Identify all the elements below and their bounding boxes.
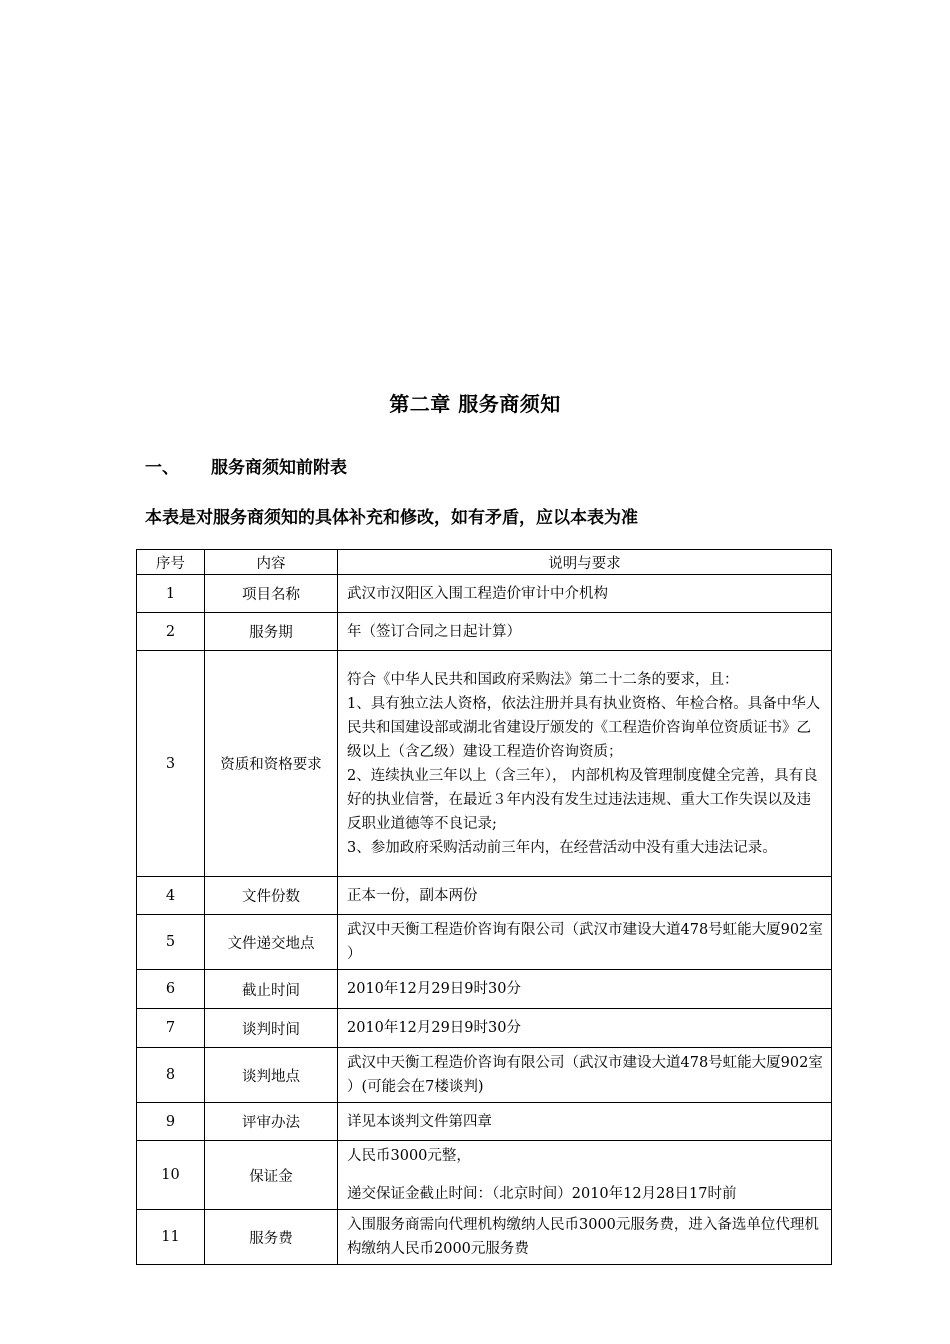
table-row xyxy=(137,1210,832,1265)
row-desc xyxy=(338,1009,832,1048)
row-desc xyxy=(338,915,832,970)
row-desc xyxy=(338,613,832,651)
row-item: 保证金 xyxy=(205,1141,338,1210)
desc-line: 正本一份，副本两份 xyxy=(347,887,478,904)
row-item: 文件递交地点 xyxy=(205,915,338,970)
row-no: 5 xyxy=(137,915,205,970)
row-no: 3 xyxy=(137,651,205,877)
desc-line: 武汉中天衡工程造价咨询有限公司（武汉市建设大道478号虹能大厦902室 ） xyxy=(347,922,823,962)
table-row xyxy=(137,575,832,613)
table-row xyxy=(137,1103,832,1141)
desc-line: 人民币3000元整， xyxy=(347,1148,471,1164)
row-no: 4 xyxy=(137,877,205,915)
row-item: 谈判地点 xyxy=(205,1048,338,1103)
row-desc xyxy=(338,1103,832,1141)
desc-line: 递交保证金截止时间：（北京时间）2010年12月28日17时前 xyxy=(347,1186,737,1202)
desc-line: 1、具有独立法人资格，依法注册并具有执业资格、年检合格。具备中华人民共和国建设部或湖北省建设厅颁发的《工程造价咨询单位资质证书》乙级以上（含乙级）建设工程造价咨询资质； xyxy=(347,695,821,760)
desc-line: 2010年12月29日9时30分 xyxy=(347,1020,521,1036)
row-item: 资质和资格要求 xyxy=(205,651,338,877)
row-desc xyxy=(338,1048,832,1103)
desc-line: 符合《中华人民共和国政府采购法》第二十二条的要求，且： xyxy=(347,671,739,688)
row-no: 1 xyxy=(137,575,205,613)
section-heading xyxy=(145,453,347,478)
section-number: 一、 xyxy=(145,458,179,478)
row-desc xyxy=(338,651,832,877)
desc-line: 2、连续执业三年以上（含三年）， 内部机构及管理制度健全完善，具有良好的执业信誉，在最近３年内没有发生过违法违规、重大工作失误以及违反职业道德等不良记录; xyxy=(347,767,818,832)
desc-line: 年（签订合同之日起计算） xyxy=(347,623,521,640)
table-row xyxy=(137,877,832,915)
row-item: 评审办法 xyxy=(205,1103,338,1141)
row-no: 11 xyxy=(137,1210,205,1265)
row-desc xyxy=(338,877,832,915)
row-desc xyxy=(338,575,832,613)
header-desc: 说明与要求 xyxy=(338,550,832,575)
table-row xyxy=(137,613,832,651)
row-no: 6 xyxy=(137,970,205,1009)
desc-line: 入围服务商需向代理机构缴纳人民币3000元服务费，进入备选单位代理机构缴纳人民币2000元服务费 xyxy=(347,1217,819,1257)
desc-line: 武汉市汉阳区入围工程造价审计中介机构 xyxy=(347,585,608,602)
table-header-row xyxy=(137,550,832,575)
row-item: 文件份数 xyxy=(205,877,338,915)
desc-line: 3、参加政府采购活动前三年内，在经营活动中没有重大违法记录。 xyxy=(347,839,777,856)
table-row xyxy=(137,915,832,970)
intro-text: 本表是对服务商须知的具体补充和修改，如有矛盾，应以本表为准 xyxy=(145,508,638,528)
desc-line: 详见本谈判文件第四章 xyxy=(347,1113,492,1130)
table-row xyxy=(137,970,832,1009)
row-desc xyxy=(338,970,832,1009)
table-row xyxy=(137,1009,832,1048)
row-item: 截止时间 xyxy=(205,970,338,1009)
row-item: 服务期 xyxy=(205,613,338,651)
section-title: 服务商须知前附表 xyxy=(211,458,347,478)
row-item: 项目名称 xyxy=(205,575,338,613)
requirements-table xyxy=(136,549,832,1265)
header-no: 序号 xyxy=(137,550,205,575)
table-row xyxy=(137,1141,832,1210)
row-desc xyxy=(338,1141,832,1210)
row-no: 8 xyxy=(137,1048,205,1103)
row-desc xyxy=(338,1210,832,1265)
desc-line: 武汉中天衡工程造价咨询有限公司（武汉市建设大道478号虹能大厦902室 ）(可能会在7楼谈判) xyxy=(347,1055,823,1095)
desc-line: 2010年12月29日9时30分 xyxy=(347,981,521,997)
row-item: 谈判时间 xyxy=(205,1009,338,1048)
header-item: 内容 xyxy=(205,550,338,575)
row-no: 10 xyxy=(137,1141,205,1210)
table-row xyxy=(137,1048,832,1103)
table-row xyxy=(137,651,832,877)
row-no: 9 xyxy=(137,1103,205,1141)
row-no: 2 xyxy=(137,613,205,651)
row-item: 服务费 xyxy=(205,1210,338,1265)
chapter-title: 第二章 服务商须知 xyxy=(389,392,561,416)
row-no: 7 xyxy=(137,1009,205,1048)
